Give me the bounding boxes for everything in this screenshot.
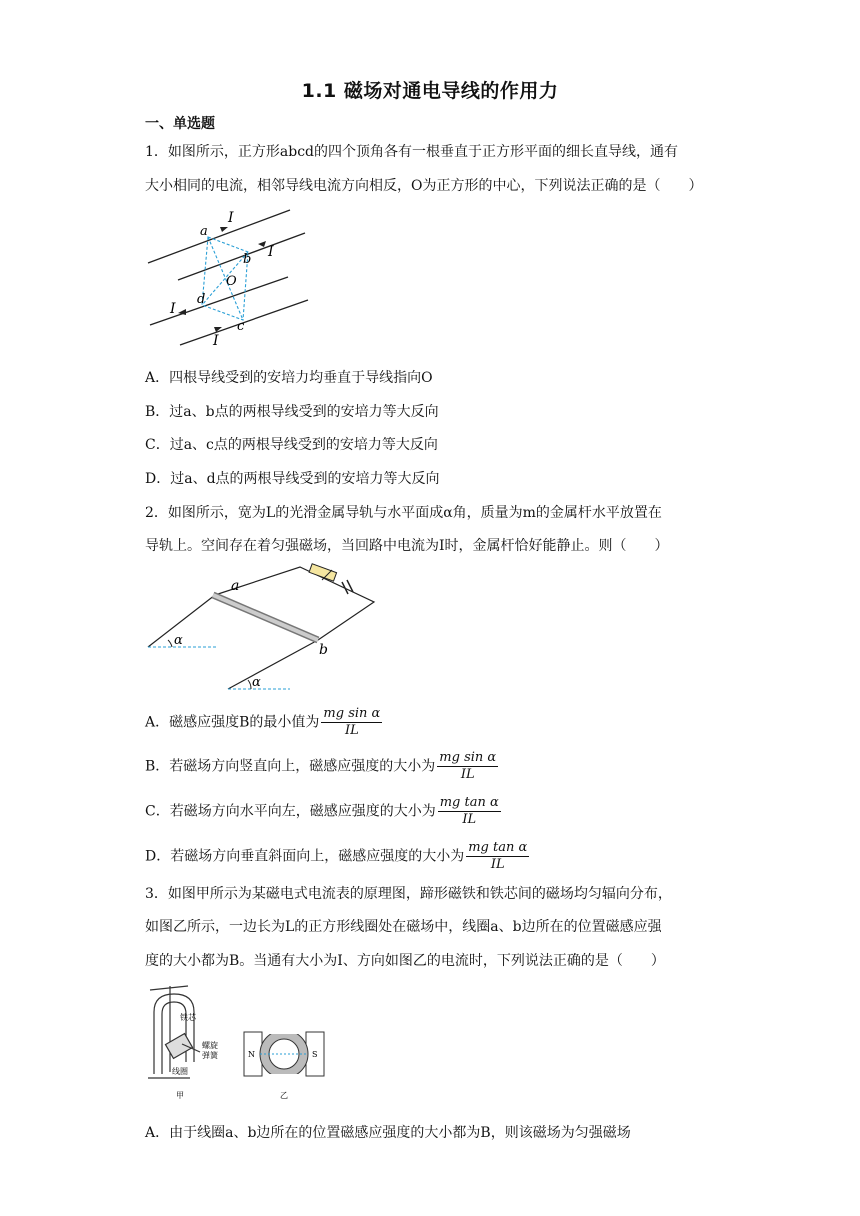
fraction-numerator: mg sin α bbox=[439, 750, 497, 765]
q3-figure-galvanometer bbox=[140, 982, 340, 1102]
label-rod-b: b bbox=[319, 642, 328, 658]
label-I-left: I bbox=[170, 301, 176, 317]
fraction-denominator: IL bbox=[460, 767, 475, 782]
q1-option-b: B．过a、b点的两根导线受到的安培力等大反向 bbox=[145, 404, 439, 420]
q2-option-b-text: B．若磁场方向竖直向上，磁感应强度的大小为 bbox=[145, 758, 436, 775]
fraction bbox=[438, 795, 501, 828]
label-S: S bbox=[312, 1050, 318, 1059]
fraction bbox=[466, 840, 529, 873]
fraction-numerator: mg sin α bbox=[323, 706, 381, 721]
label-d: d bbox=[197, 292, 206, 307]
q2-option-a bbox=[145, 706, 382, 739]
label-a: a bbox=[200, 224, 208, 239]
q1-option-c: C．过a、c点的两根导线受到的安培力等大反向 bbox=[145, 437, 438, 453]
label-xianquan: 线圈 bbox=[172, 1067, 188, 1076]
label-I-top: I bbox=[228, 210, 234, 226]
q2-option-c bbox=[145, 795, 501, 828]
q2-option-d-text: D．若磁场方向垂直斜面向上，磁感应强度的大小为 bbox=[145, 848, 465, 865]
q3-line-3: 度的大小都为B。当通有大小为I、方向如图乙的电流时，下列说法正确的是（ ） bbox=[145, 953, 665, 969]
q2-figure-rails bbox=[140, 562, 390, 692]
q2-option-d bbox=[145, 840, 529, 873]
label-alpha-1: α bbox=[174, 633, 183, 648]
section-heading: 一、单选题 bbox=[145, 116, 215, 132]
q2-option-b bbox=[145, 750, 498, 783]
label-N: N bbox=[248, 1050, 255, 1059]
galvanometer-diagram bbox=[148, 986, 200, 1078]
q2-line-1: 2．如图所示，宽为L的光滑金属导轨与水平面成α角，质量为m的金属杆水平放置在 bbox=[145, 505, 662, 521]
label-jia: 甲 bbox=[176, 1091, 184, 1100]
q3-option-a: A．由于线圈a、b边所在的位置磁感应强度的大小都为B，则该磁场为匀强磁场 bbox=[145, 1125, 631, 1141]
q2-option-c-text: C．若磁场方向水平向左，磁感应强度的大小为 bbox=[145, 803, 436, 820]
fraction-denominator: IL bbox=[462, 812, 477, 827]
q1-line-2: 大小相同的电流，相邻导线电流方向相反，O为正方形的中心，下列说法正确的是（ ） bbox=[145, 178, 703, 194]
q2-line-2: 导轨上。空间存在着匀强磁场，当回路中电流为I时，金属杆恰好能静止。则（ ） bbox=[145, 538, 669, 554]
q2-option-a-text: A．磁感应强度B的最小值为 bbox=[145, 714, 320, 731]
label-b: b bbox=[243, 252, 252, 267]
label-yi: 乙 bbox=[280, 1091, 288, 1100]
label-rod-a: a bbox=[231, 578, 240, 594]
q1-line-1: 1．如图所示，正方形abcd的四个顶角各有一根垂直于正方形平面的细长直导线，通有 bbox=[145, 144, 679, 160]
label-tiexin: 铁芯 bbox=[180, 1013, 196, 1022]
arrow-icon bbox=[258, 241, 266, 247]
q1-option-a: A．四根导线受到的安培力均垂直于导线指向O bbox=[145, 370, 433, 386]
label-tanhuang: 弹簧 bbox=[202, 1051, 218, 1060]
label-alpha-2: α bbox=[252, 675, 261, 690]
q1-figure-wires bbox=[140, 205, 330, 355]
fraction-denominator: IL bbox=[490, 857, 505, 872]
label-luoxuan: 螺旋 bbox=[202, 1041, 218, 1050]
q3-line-2: 如图乙所示，一边长为L的正方形线圈处在磁场中，线圈a、b边所在的位置磁感应强 bbox=[145, 919, 662, 935]
fraction bbox=[437, 750, 498, 783]
page-title: 1.1 磁场对通电导线的作用力 bbox=[301, 80, 559, 102]
label-c: c bbox=[237, 319, 245, 334]
q3-line-1: 3．如图甲所示为某磁电式电流表的原理图，蹄形磁铁和铁芯间的磁场均匀辐向分布， bbox=[145, 886, 672, 902]
fraction-numerator: mg tan α bbox=[468, 840, 528, 855]
fraction-denominator: IL bbox=[344, 723, 359, 738]
fraction bbox=[321, 706, 382, 739]
label-O: O bbox=[226, 274, 237, 289]
label-I-bottom: I bbox=[213, 333, 219, 349]
fraction-numerator: mg tan α bbox=[439, 795, 499, 810]
q1-option-d: D．过a、d点的两根导线受到的安培力等大反向 bbox=[145, 471, 440, 487]
arrow-icon bbox=[220, 227, 228, 232]
label-I-right: I bbox=[268, 244, 274, 260]
